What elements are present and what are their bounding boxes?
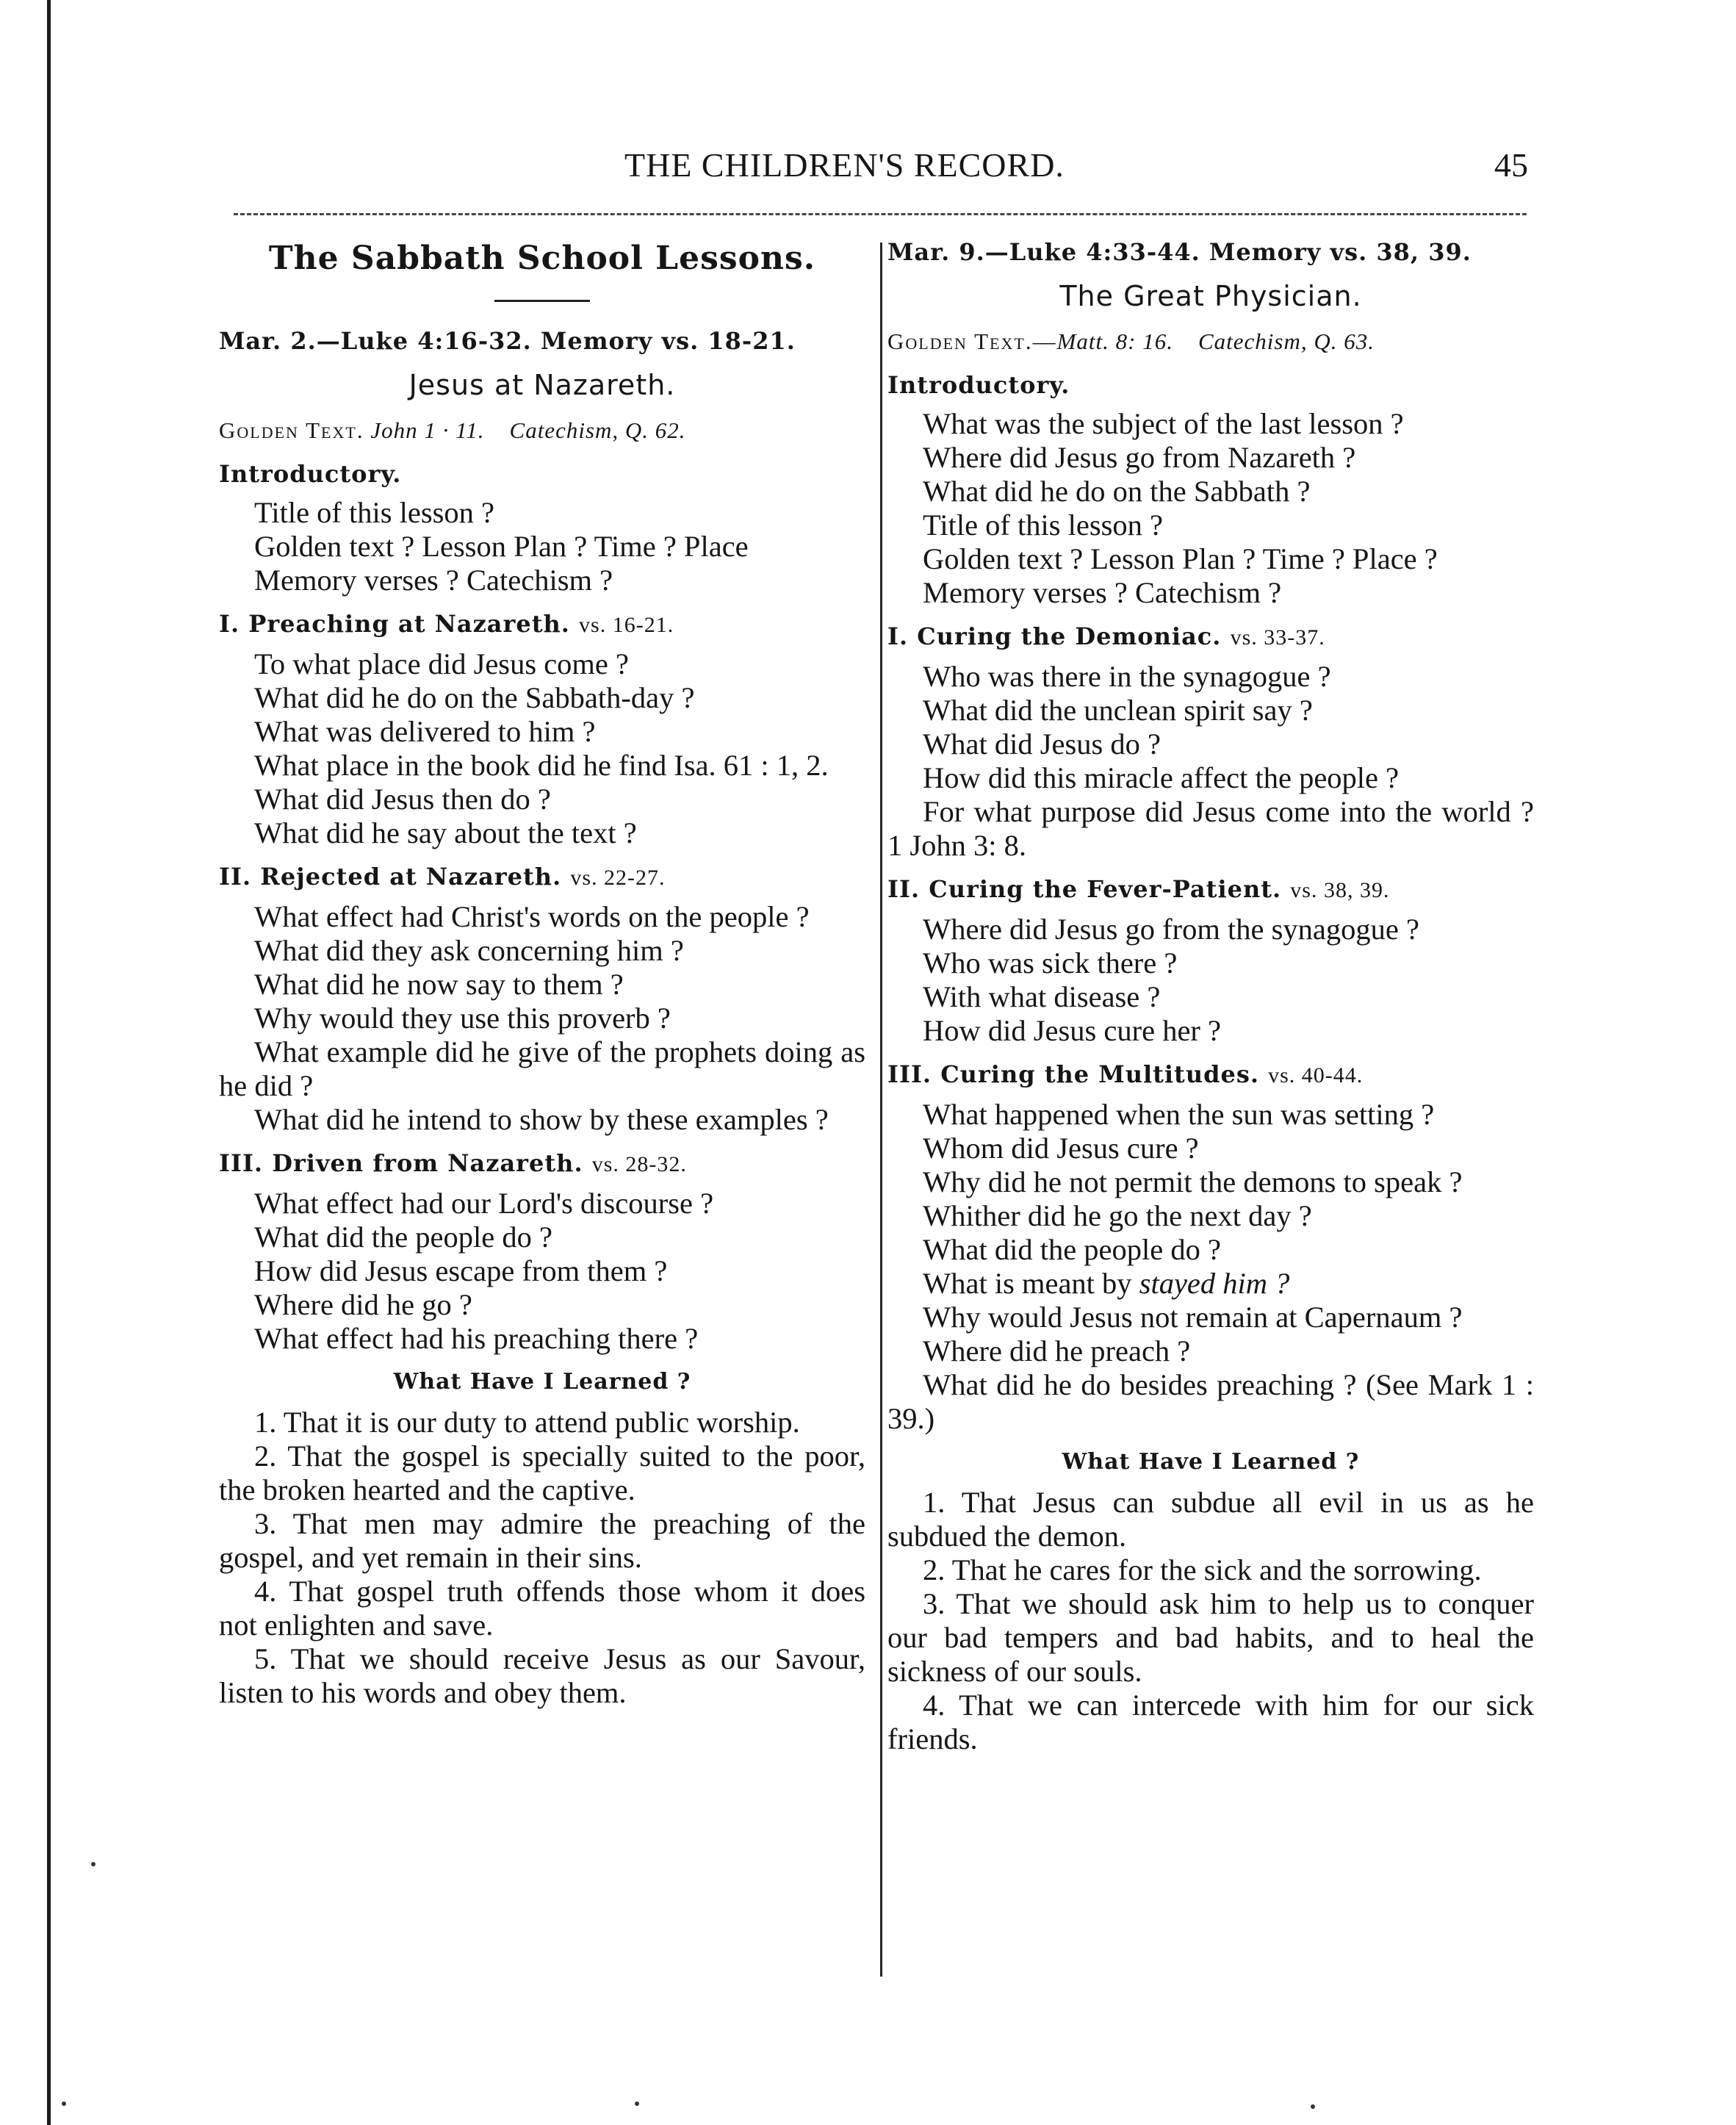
question: How did this miracle affect the people ? [923,761,1400,794]
right-column [887,235,1534,1761]
golden-text-label: Golden Text. [219,417,364,443]
italic-phrase: stayed him ? [1139,1267,1290,1300]
verse-range: vs. 33-37. [1230,625,1325,650]
part-title: II. Curing the Fever-Patient. [887,875,1282,903]
running-head [220,145,1528,197]
question: What was the subject of the last lesson ? [923,407,1404,440]
part-questions [219,647,865,850]
question: What place in the book did he find Isa. 61 : 1, 2. [254,749,829,782]
question: Where did Jesus go from Nazareth ? [923,441,1356,474]
question: For what purpose did Jesus come into the world ? 1 John 3: 8. [887,795,1534,862]
part-questions [887,913,1534,1048]
question: What did the people do ? [254,1220,552,1254]
question: Title of this lesson ? [923,508,1164,542]
print-speck [1311,2104,1315,2109]
learned-list [887,1486,1534,1756]
question: Where did he preach ? [923,1334,1191,1367]
verse-range: vs. 28-32. [591,1152,687,1176]
learned-item: 5. That we should receive Jesus as our Savour, listen to his words and obey them. [219,1642,865,1709]
question: What did Jesus do ? [923,727,1161,761]
golden-text-ref-group [219,414,485,447]
left-column [219,235,865,1714]
learned-item: 1. That Jesus can subdue all evil in us as he subdued the demon. [887,1486,1534,1553]
learned-list [219,1406,865,1710]
verse-range: vs. 22-27. [570,866,666,890]
question: What did the unclean spirit say ? [923,694,1313,727]
catechism-ref: Catechism, Q. 62. [509,417,686,443]
question: Whither did he go the next day ? [923,1199,1312,1232]
question: What did he do on the Sabbath ? [923,475,1311,508]
title-rule [494,300,590,302]
verse-range: vs. 40-44. [1268,1063,1364,1087]
question: Memory verses ? Catechism ? [923,576,1282,609]
golden-text-ref: Matt. 8: 16. [1056,328,1173,354]
section-title: The Sabbath School Lessons. [268,240,816,277]
question: Who was there in the synagogue ? [923,660,1331,693]
part-questions [887,1098,1534,1436]
question: Where did Jesus go from the synagogue ? [923,913,1419,946]
question: Who was sick there ? [923,946,1178,979]
part-heading [219,608,865,641]
print-speck [635,2101,639,2106]
question: What happened when the sun was setting ? [923,1098,1435,1131]
part-title: II. Rejected at Nazareth. [219,863,562,891]
question: What did he do besides preaching ? (See Mark 1 : 39.) [887,1368,1534,1435]
part-questions [219,1187,865,1356]
question: What effect had his preaching there ? [254,1322,699,1355]
question: How did Jesus escape from them ? [254,1254,668,1287]
question: What did he do on the Sabbath-day ? [254,681,695,714]
learned-heading: What Have I Learned ? [393,1369,691,1395]
question: Why did he not permit the demons to speak ? [923,1165,1463,1198]
part-title: I. Curing the Demoniac. [887,622,1222,650]
learned-heading: What Have I Learned ? [1062,1449,1360,1475]
question: What did he now say to them ? [254,968,624,1001]
learned-item: 4. That gospel truth offends those whom it does not enlighten and save. [219,1575,865,1642]
part-title: I. Preaching at Nazareth. [219,610,570,638]
question: What did Jesus then do ? [254,783,551,816]
question: What effect had our Lord's discourse ? [254,1187,714,1220]
golden-text-label: Golden Text.— [887,328,1057,354]
question: Title of this lesson ? [254,496,495,529]
question: To what place did Jesus come ? [254,647,630,680]
print-speck [62,2101,66,2106]
question-text: What is meant by [923,1267,1132,1300]
lesson-reference: Mar. 9.—Luke 4:33-44. Memory vs. 38, 39. [887,238,1472,266]
question: Golden text ? Lesson Plan ? Time ? Place [254,530,749,563]
question: Memory verses ? Catechism ? [254,564,613,597]
introductory-heading: Introductory. [887,371,1070,399]
learned-item: 2. That he cares for the sick and the sorrowing. [923,1553,1482,1586]
lesson-title: Jesus at Nazareth. [408,369,676,401]
verse-range: vs. 38, 39. [1290,878,1390,902]
part-questions [887,660,1534,863]
running-title: THE CHILDREN'S RECORD. [624,146,1065,184]
golden-text-line [219,414,865,447]
part-heading [887,1058,1534,1092]
learned-item: 3. That we should ask him to help us to conquer our bad tempers and bad habits, and to heal the sickness of our souls. [887,1587,1534,1688]
introductory-questions [219,496,865,597]
learned-item: 2. That the gospel is specially suited to the poor, the broken hearted and the captive. [219,1439,865,1506]
part-heading [219,860,865,894]
verse-range: vs. 16-21. [579,613,674,637]
page-edge-line [47,0,51,2125]
learned-item: 3. That men may admire the preaching of the gospel, and yet remain in their sins. [219,1507,865,1574]
header-rule [234,213,1527,215]
column-divider [880,242,882,1977]
part-heading [887,620,1534,654]
question: What effect had Christ's words on the people ? [254,900,810,933]
page-number: 45 [1494,146,1528,184]
question: With what disease ? [923,980,1161,1013]
golden-text-ref-group [887,325,1173,359]
question: Why would they use this proverb ? [254,1002,671,1035]
question: What did the people do ? [923,1233,1221,1266]
catechism-ref: Catechism, Q. 63. [1197,328,1375,354]
question: What did they ask concerning him ? [254,934,684,967]
question: What did he say about the text ? [254,816,637,849]
part-title: III. Curing the Multitudes. [887,1060,1259,1088]
golden-text-ref: John 1 · 11. [370,417,485,443]
lesson-reference: Mar. 2.—Luke 4:16-32. Memory vs. 18-21. [219,327,796,355]
question: How did Jesus cure her ? [923,1014,1222,1047]
question: What was delivered to him ? [254,715,596,748]
introductory-questions [887,407,1534,610]
lesson-title: The Great Physician. [1059,280,1362,312]
learned-item: 4. That we can intercede with him for our sick friends. [887,1689,1534,1755]
question-with-italic [887,1267,1534,1301]
part-title: III. Driven from Nazareth. [219,1149,583,1177]
introductory-heading: Introductory. [219,460,402,488]
part-heading [219,1147,865,1181]
question: Golden text ? Lesson Plan ? Time ? Place ? [923,542,1438,575]
learned-item: 1. That it is our duty to attend public worship. [254,1406,800,1439]
golden-text-line [887,325,1534,359]
question: What did he intend to show by these examples ? [254,1103,829,1136]
part-questions [219,900,865,1137]
print-speck [91,1862,96,1866]
question: Whom did Jesus cure ? [923,1132,1199,1165]
question: Why would Jesus not remain at Capernaum ? [923,1301,1463,1334]
part-heading [887,873,1534,907]
question: What example did he give of the prophets doing as he did ? [219,1035,865,1102]
question: Where did he go ? [254,1288,472,1321]
